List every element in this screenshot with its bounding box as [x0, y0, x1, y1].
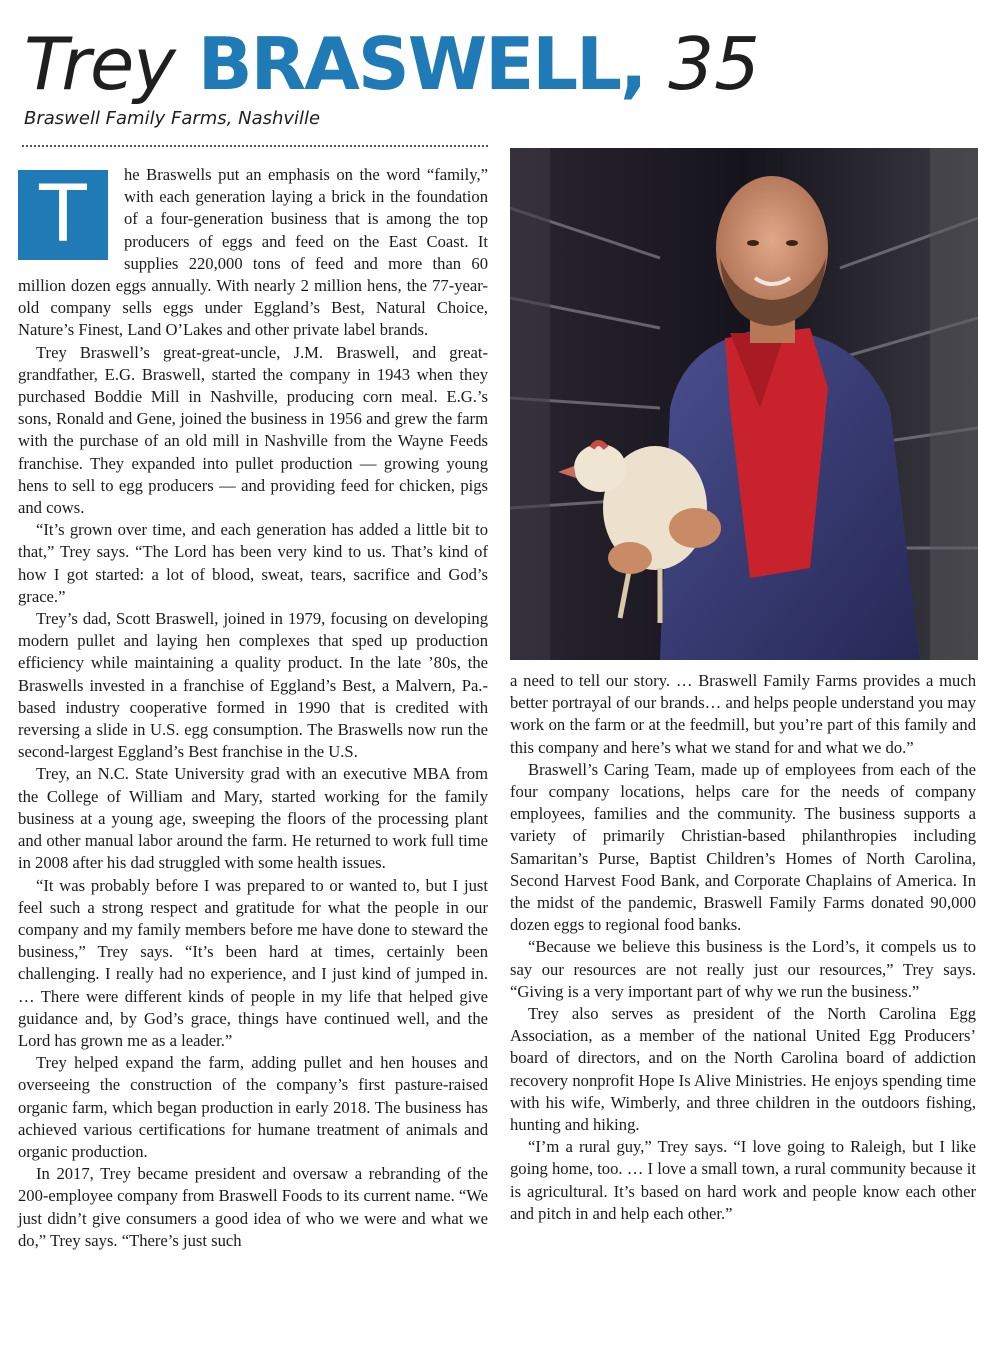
- subtitle: Braswell Family Farms, Nashville: [24, 108, 321, 129]
- dotted-divider: [22, 145, 488, 147]
- article-paragraph: Trey, an N.C. State University grad with an executive MBA from the College of William and Mary, started working for the family business at a young age, sweeping the floors of the processing plant and other manual labor around the farm. He returned to work full time in 2008 after his dad struggled with some health issues.: [18, 764, 488, 873]
- headline-age: 35: [668, 22, 760, 106]
- article-column-right: [510, 670, 976, 1225]
- headline: [24, 22, 760, 106]
- article-paragraph: Braswell’s Caring Team, made up of employees from each of the four company locations, helps care for the needs of company employees, families and the community. The business supports a variety of primarily Christian-based philanthropies including Samaritan’s Purse, Baptist Children’s Homes of North Carolina, Second Harvest Food Bank, and Corporate Chaplains of America. In the midst of the pandemic, Braswell Family Farms donated 90,000 dozen eggs to regional food banks.: [510, 759, 976, 935]
- portrait-illustration: [510, 148, 978, 660]
- headline-last-name: BRASWELL,: [197, 22, 646, 106]
- drop-cap: T: [18, 170, 108, 260]
- article-paragraph: Trey also serves as president of the North Carolina Egg Association, as a member of the national United Egg Producers’ board of directors, and on the North Carolina board of addiction recovery nonprofit Hope Is Alive Ministries. He enjoys spending time with his wife, Wimberly, and three children in the outdoors fishing, hunting and hiking.: [510, 1004, 976, 1135]
- article-paragraph: “I’m a rural guy,” Trey says. “I love going to Raleigh, but I like going home, too. … I love a small town, a rural community because it is agricultural. It’s based on hard work and people know each other and pitch in and help each other.”: [510, 1137, 976, 1223]
- article-paragraph: “It’s grown over time, and each generation has added a little bit to that,” Trey says. “The Lord has been very kind to us. That’s kind of how I got started: a lot of blood, sweat, tears, sacrifice and God’s grace.”: [18, 520, 488, 606]
- article-paragraph: “Because we believe this business is the Lord’s, it compels us to say our resources are not really just our resources,” Trey says. “Giving is a very important part of why we run the business.”: [510, 937, 976, 1001]
- article-paragraph: Trey Braswell’s great-great-uncle, J.M. Braswell, and great-grandfather, E.G. Braswell, started the company in 1943 when they purchased Boddie Mill in Nashville, producing corn meal. E.G.’s sons, Ronald and Gene, joined the business in 1956 and grew the farm with the purchase of an old mill in Nashville from the Wayne Feeds franchise. They expanded into pullet production — growing young hens to sell to egg producers — and providing feed for chicken, pigs and cows.: [18, 342, 488, 518]
- article-column-left: [18, 164, 488, 1252]
- portrait-photo: [510, 148, 978, 660]
- article-paragraph: Trey helped expand the farm, adding pullet and hen houses and overseeing the construction of the company’s first pasture-raised organic farm, which began production in early 2018. The business has achieved various certifications for humane treatment of animals and organic production.: [18, 1053, 488, 1161]
- article-paragraph: “It was probably before I was prepared to or wanted to, but I just feel such a strong respect and gratitude for what the people in our company and my family members before me have done to steward the business,” Trey says. “It’s been hard at times, certainly been challenging. I really had no experience, and I just kind of jumped in. … There were different kinds of people in my life that helped give guidance and, by God’s grace, things have continued well, and the Lord has grown me as a leader.”: [18, 875, 488, 1050]
- article-paragraph: Trey’s dad, Scott Braswell, joined in 1979, focusing on developing modern pullet and laying hen complexes that sped up production efficiency while maintaining a quality product. In the late ’80s, the Braswells invested in a franchise of Eggland’s Best, a Malvern, Pa.-based industry cooperative formed in 1990 that is credited with reversing a slide in U.S. egg consumption. The Braswells now run the second-largest Eggland’s Best franchise in the U.S.: [18, 609, 488, 762]
- article-paragraph: In 2017, Trey became president and oversaw a rebranding of the 200-employee company from Braswell Foods to its current name. “We just didn’t give consumers a good idea of who we were and what we do,” Trey says. “There’s just such: [18, 1164, 488, 1250]
- headline-first-name: Trey: [24, 22, 175, 106]
- article-paragraph: he Braswells put an emphasis on the word “family,” with each generation laying a brick in the foundation of a four-generation business that is among the top producers of eggs and feed on the East Coast. It supplies 220,000 tons of feed and more than 60 million dozen eggs annually. With nearly 2 million hens, the 77-year-old company sells eggs under Eggland’s Best, Natural Choice, Nature’s Finest, Land O’Lakes and other private label brands.: [18, 165, 488, 340]
- article-paragraph: a need to tell our story. … Braswell Family Farms provides a much better portrayal of our brands… and helps people understand you may work on the farm or at the feedmill, but you’re part of this family and this company and here’s what we stand for and what we do.”: [510, 671, 976, 757]
